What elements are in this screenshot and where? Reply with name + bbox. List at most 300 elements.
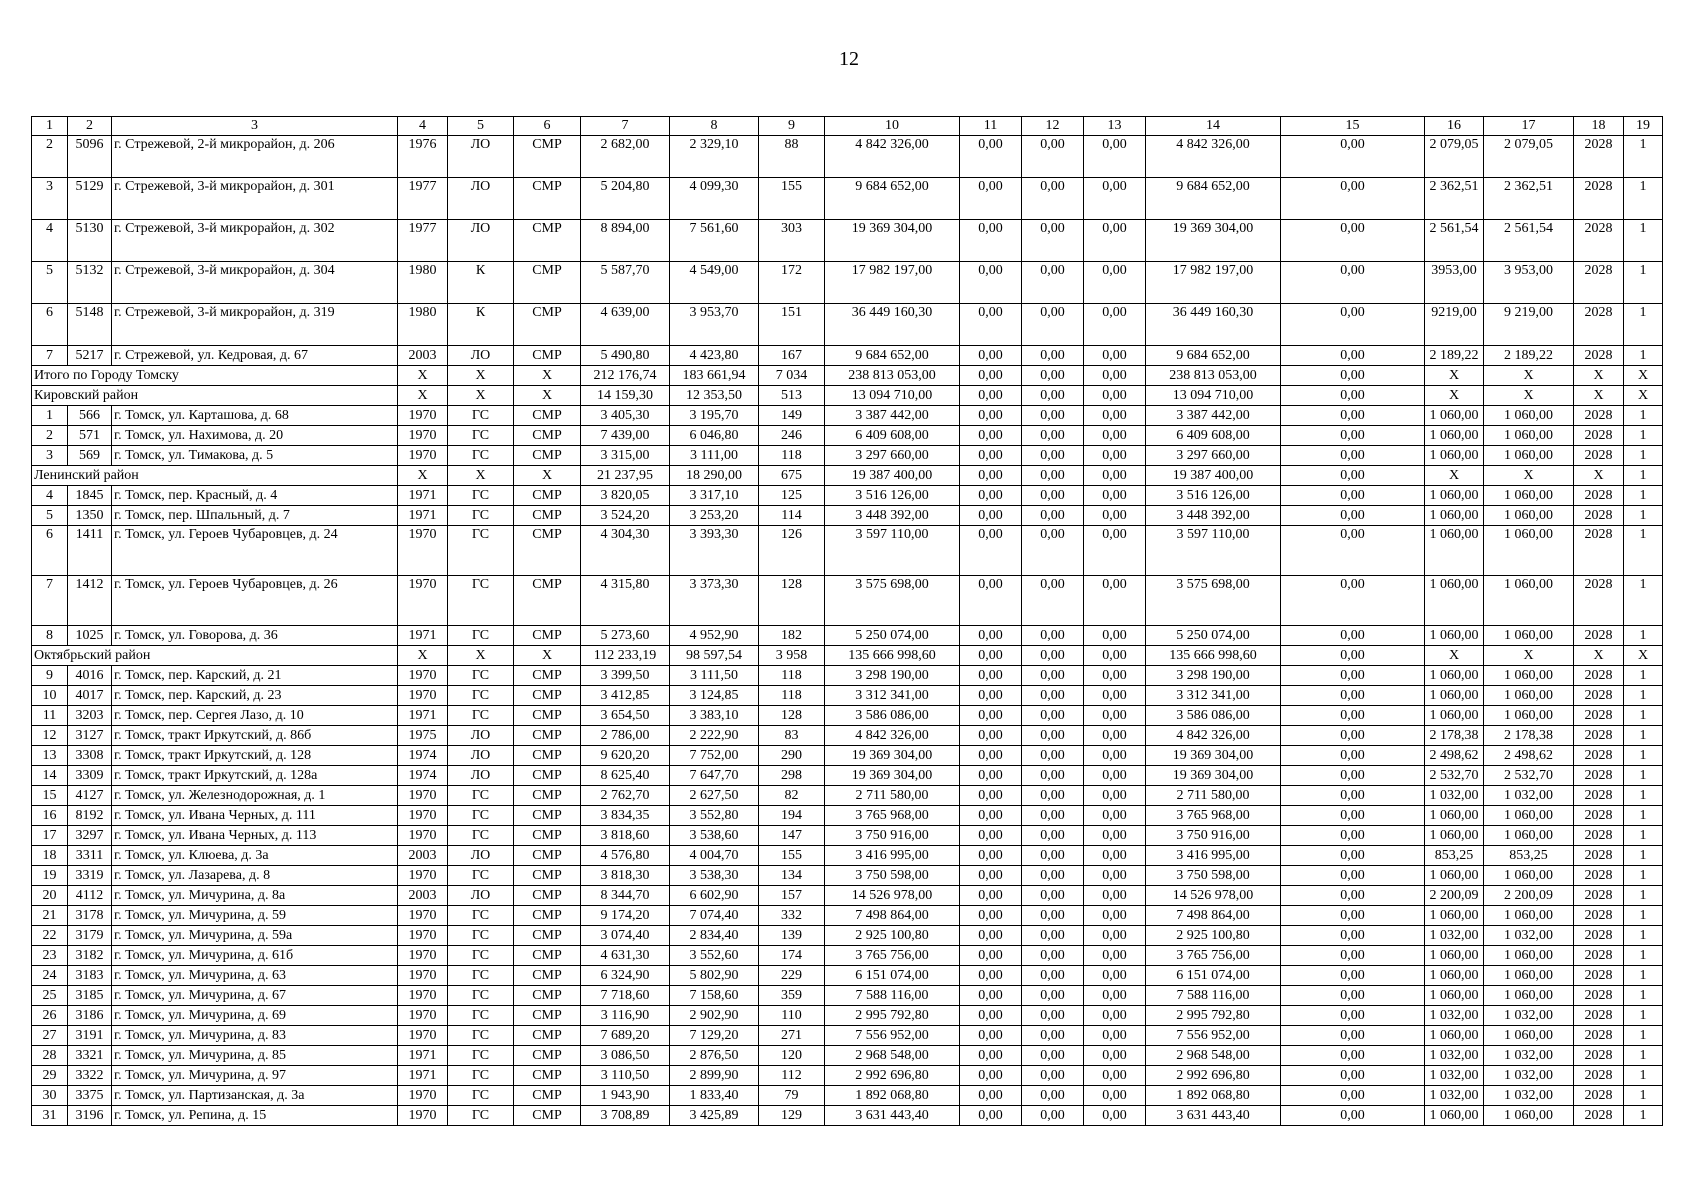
table-cell: 675 [759, 466, 825, 486]
table-cell: 1 [1624, 136, 1663, 178]
table-cell: 1 [1624, 966, 1663, 986]
table-cell: 2028 [1574, 178, 1624, 220]
table-cell: 3 765 756,00 [825, 946, 960, 966]
table-cell: 16 [32, 806, 68, 826]
table-cell: 0,00 [1084, 806, 1146, 826]
table-cell: 0,00 [1022, 506, 1084, 526]
table-cell: 1 060,00 [1425, 576, 1484, 626]
table-cell: 0,00 [1022, 1006, 1084, 1026]
table-cell: 98 597,54 [670, 646, 759, 666]
table-cell: 7 556 952,00 [825, 1026, 960, 1046]
table-cell: 1 [1624, 576, 1663, 626]
table-cell: 1975 [398, 726, 448, 746]
table-cell: 5 273,60 [581, 626, 670, 646]
table-cell: 2 [32, 426, 68, 446]
table-cell: 0,00 [1022, 766, 1084, 786]
table-cell: 0,00 [1084, 262, 1146, 304]
table-cell: 7 074,40 [670, 906, 759, 926]
table-row [32, 220, 1663, 262]
table-cell: 2 189,22 [1484, 346, 1574, 366]
table-cell: 13 [32, 746, 68, 766]
table-cell: 3 405,30 [581, 406, 670, 426]
table-cell: 0,00 [960, 366, 1022, 386]
table-cell: 0,00 [1022, 346, 1084, 366]
table-cell: 3 312 341,00 [1146, 686, 1281, 706]
table-row [32, 526, 1663, 576]
table-cell: 3 448 392,00 [1146, 506, 1281, 526]
table-cell: 2 561,54 [1425, 220, 1484, 262]
table-cell: Х [448, 466, 514, 486]
table-row [32, 626, 1663, 646]
table-cell: 0,00 [960, 846, 1022, 866]
table-cell: 14 526 978,00 [825, 886, 960, 906]
table-cell: 29 [32, 1066, 68, 1086]
table-cell: 0,00 [1022, 366, 1084, 386]
table-cell: 3 425,89 [670, 1106, 759, 1126]
table-cell: 0,00 [1281, 746, 1425, 766]
table-cell: 3 765 968,00 [1146, 806, 1281, 826]
table-cell: 1971 [398, 486, 448, 506]
table-cell: 1 060,00 [1484, 686, 1574, 706]
table-cell: ГС [448, 486, 514, 506]
table-cell: СМР [514, 706, 581, 726]
table-cell: 0,00 [1084, 886, 1146, 906]
address-cell: г. Томск, ул. Мичурина, д. 63 [112, 966, 398, 986]
table-cell: 1 032,00 [1484, 1066, 1574, 1086]
table-cell: 3 631 443,40 [825, 1106, 960, 1126]
address-cell: г. Томск, ул. Карташова, д. 68 [112, 406, 398, 426]
table-cell: 0,00 [1022, 886, 1084, 906]
table-cell: 1 892 068,80 [825, 1086, 960, 1106]
table-cell: 3 373,30 [670, 576, 759, 626]
table-cell: 0,00 [1084, 426, 1146, 446]
table-cell: 3 654,50 [581, 706, 670, 726]
table-cell: 3196 [68, 1106, 112, 1126]
table-row [32, 826, 1663, 846]
table-cell: Х [398, 366, 448, 386]
table-cell: 1 060,00 [1425, 706, 1484, 726]
table-cell: СМР [514, 446, 581, 466]
table-cell: ГС [448, 1046, 514, 1066]
table-cell: 0,00 [1022, 726, 1084, 746]
table-cell: 0,00 [1281, 1046, 1425, 1066]
table-cell: 0,00 [1022, 786, 1084, 806]
subtotal-row [32, 466, 1663, 486]
table-cell: 3 [32, 446, 68, 466]
table-cell: 3 298 190,00 [825, 666, 960, 686]
table-cell: 0,00 [960, 686, 1022, 706]
table-cell: 0,00 [960, 220, 1022, 262]
table-cell: 172 [759, 262, 825, 304]
table-cell: 0,00 [960, 646, 1022, 666]
table-cell: 0,00 [1281, 426, 1425, 446]
table-cell: 0,00 [1022, 466, 1084, 486]
table-cell: 4 952,90 [670, 626, 759, 646]
address-cell: г. Стрежевой, 3-й микрорайон, д. 319 [112, 304, 398, 346]
table-cell: 1 032,00 [1484, 1086, 1574, 1106]
table-cell: 0,00 [960, 1106, 1022, 1126]
table-cell: 9 684 652,00 [825, 346, 960, 366]
table-cell: 0,00 [1022, 1106, 1084, 1126]
table-row [32, 766, 1663, 786]
table-cell: 4 [32, 486, 68, 506]
table-cell: СМР [514, 136, 581, 178]
table-cell: 2028 [1574, 304, 1624, 346]
column-number-header-row [32, 117, 1663, 136]
table-cell: 118 [759, 446, 825, 466]
table-cell: 3 297 660,00 [825, 446, 960, 466]
table-cell: СМР [514, 426, 581, 446]
table-cell: 0,00 [1281, 826, 1425, 846]
table-cell: 1971 [398, 706, 448, 726]
table-cell: 3186 [68, 1006, 112, 1026]
table-cell: 0,00 [1022, 1086, 1084, 1106]
table-cell: 1976 [398, 136, 448, 178]
table-cell: 0,00 [960, 1006, 1022, 1026]
table-cell: 1 [32, 406, 68, 426]
table-cell: 0,00 [1084, 666, 1146, 686]
table-cell: 0,00 [1084, 1086, 1146, 1106]
table-cell: 3319 [68, 866, 112, 886]
table-cell: ГС [448, 1106, 514, 1126]
address-cell: г. Томск, ул. Мичурина, д. 61б [112, 946, 398, 966]
table-cell: 1 060,00 [1484, 806, 1574, 826]
table-cell: 2 627,50 [670, 786, 759, 806]
table-cell: 3183 [68, 966, 112, 986]
table-cell: 3 110,50 [581, 1066, 670, 1086]
table-cell: 3 597 110,00 [1146, 526, 1281, 576]
table-cell: 3 552,80 [670, 806, 759, 826]
table-cell: 0,00 [1084, 576, 1146, 626]
table-cell: ЛО [448, 746, 514, 766]
table-cell: 1 060,00 [1484, 986, 1574, 1006]
address-cell: г. Томск, ул. Мичурина, д. 67 [112, 986, 398, 1006]
table-cell: 0,00 [960, 826, 1022, 846]
table-cell: 0,00 [1281, 966, 1425, 986]
table-cell: 1970 [398, 406, 448, 426]
table-cell: 2028 [1574, 866, 1624, 886]
table-cell: 0,00 [1022, 486, 1084, 506]
table-cell: 1970 [398, 576, 448, 626]
table-cell: ЛО [448, 846, 514, 866]
table-cell: 3 750 916,00 [825, 826, 960, 846]
table-cell: 7 158,60 [670, 986, 759, 1006]
table-cell: 0,00 [1281, 486, 1425, 506]
column-number-cell: 4 [398, 117, 448, 136]
table-cell: СМР [514, 220, 581, 262]
table-cell: ЛО [448, 766, 514, 786]
table-cell: 8 625,40 [581, 766, 670, 786]
table-cell: 3 953,70 [670, 304, 759, 346]
table-cell: 110 [759, 1006, 825, 1026]
table-cell: 2003 [398, 346, 448, 366]
table-cell: 3 195,70 [670, 406, 759, 426]
table-cell: 0,00 [1281, 786, 1425, 806]
column-number-cell: 12 [1022, 117, 1084, 136]
table-cell: 5 250 074,00 [825, 626, 960, 646]
table-cell: 2028 [1574, 446, 1624, 466]
table-cell: 1 060,00 [1484, 906, 1574, 926]
table-row [32, 1006, 1663, 1026]
table-cell: ГС [448, 576, 514, 626]
table-cell: 1 032,00 [1425, 786, 1484, 806]
table-cell: 5148 [68, 304, 112, 346]
table-cell: 238 813 053,00 [1146, 366, 1281, 386]
table-cell: 134 [759, 866, 825, 886]
table-cell: 513 [759, 386, 825, 406]
address-cell: г. Томск, ул. Лазарева, д. 8 [112, 866, 398, 886]
table-cell: 5 204,80 [581, 178, 670, 220]
table-cell: 3 399,50 [581, 666, 670, 686]
table-cell: 1 032,00 [1425, 1006, 1484, 1026]
table-cell: 8 344,70 [581, 886, 670, 906]
table-cell: 0,00 [960, 966, 1022, 986]
table-cell: СМР [514, 486, 581, 506]
table-cell: 0,00 [1281, 304, 1425, 346]
table-cell: 10 [32, 686, 68, 706]
table-cell: СМР [514, 666, 581, 686]
table-cell: 36 449 160,30 [825, 304, 960, 346]
table-cell: 0,00 [1281, 406, 1425, 426]
table-cell: 4 842 326,00 [1146, 136, 1281, 178]
table-cell: ГС [448, 1066, 514, 1086]
table-cell: 126 [759, 526, 825, 576]
table-cell: 1412 [68, 576, 112, 626]
table-row [32, 1066, 1663, 1086]
table-body [32, 117, 1663, 1126]
table-cell: 9 684 652,00 [1146, 346, 1281, 366]
table-cell: 2028 [1574, 846, 1624, 866]
table-cell: 0,00 [1022, 304, 1084, 346]
table-cell: 128 [759, 706, 825, 726]
table-cell: 0,00 [1281, 686, 1425, 706]
page-number: 12 [839, 48, 859, 70]
table-cell: 2 711 580,00 [1146, 786, 1281, 806]
table-cell: 2028 [1574, 1026, 1624, 1046]
table-cell: 1 032,00 [1425, 1086, 1484, 1106]
table-cell: 2028 [1574, 706, 1624, 726]
column-number-cell: 10 [825, 117, 960, 136]
table-cell: 3 111,00 [670, 446, 759, 466]
table-cell: 0,00 [960, 986, 1022, 1006]
table-cell: 1350 [68, 506, 112, 526]
table-row [32, 506, 1663, 526]
table-cell: 1 [1624, 906, 1663, 926]
table-cell: 3 074,40 [581, 926, 670, 946]
table-cell: 3311 [68, 846, 112, 866]
table-cell: 128 [759, 576, 825, 626]
table-cell: 0,00 [1084, 726, 1146, 746]
address-cell: г. Томск, ул. Железнодорожная, д. 1 [112, 786, 398, 806]
table-cell: 2028 [1574, 626, 1624, 646]
table-cell: 3 765 756,00 [1146, 946, 1281, 966]
table-cell: 30 [32, 1086, 68, 1106]
table-cell: 1970 [398, 1006, 448, 1026]
table-cell: 3203 [68, 706, 112, 726]
table-cell: 1 060,00 [1425, 866, 1484, 886]
table-cell: 118 [759, 666, 825, 686]
table-row [32, 906, 1663, 926]
table-cell: 0,00 [960, 506, 1022, 526]
table-cell: 27 [32, 1026, 68, 1046]
column-number-cell: 3 [112, 117, 398, 136]
table-cell: 3 750 916,00 [1146, 826, 1281, 846]
table-cell: 3 586 086,00 [1146, 706, 1281, 726]
table-cell: 3179 [68, 926, 112, 946]
table-cell: 1 [1624, 666, 1663, 686]
table-cell: 3 111,50 [670, 666, 759, 686]
table-cell: 3 538,60 [670, 826, 759, 846]
table-cell: 1 943,90 [581, 1086, 670, 1106]
table-cell: 0,00 [1281, 506, 1425, 526]
table-cell: 3 818,30 [581, 866, 670, 886]
table-cell: 229 [759, 966, 825, 986]
table-cell: 2 498,62 [1484, 746, 1574, 766]
table-cell: 2 786,00 [581, 726, 670, 746]
table-cell: 3 393,30 [670, 526, 759, 576]
table-cell: СМР [514, 846, 581, 866]
table-row [32, 426, 1663, 446]
table-cell: 238 813 053,00 [825, 366, 960, 386]
table-cell: 1 [1624, 304, 1663, 346]
table-cell: 17 [32, 826, 68, 846]
table-row [32, 846, 1663, 866]
table-cell: 155 [759, 178, 825, 220]
table-cell: 0,00 [960, 726, 1022, 746]
table-cell: 4127 [68, 786, 112, 806]
table-cell: 2028 [1574, 926, 1624, 946]
table-cell: 0,00 [1281, 906, 1425, 926]
table-cell: 7 718,60 [581, 986, 670, 1006]
table-cell: 4 423,80 [670, 346, 759, 366]
table-cell: 1970 [398, 986, 448, 1006]
table-cell: 2 362,51 [1425, 178, 1484, 220]
table-cell: 3 124,85 [670, 686, 759, 706]
table-cell: 1970 [398, 926, 448, 946]
table-cell: 1 060,00 [1425, 686, 1484, 706]
table-cell: 1970 [398, 946, 448, 966]
table-cell: 4 004,70 [670, 846, 759, 866]
table-cell: 4 842 326,00 [825, 726, 960, 746]
table-cell: СМР [514, 304, 581, 346]
table-cell: 167 [759, 346, 825, 366]
table-cell: 6 324,90 [581, 966, 670, 986]
table-cell: 1 060,00 [1425, 486, 1484, 506]
address-cell: г. Томск, пер. Карский, д. 21 [112, 666, 398, 686]
table-cell: СМР [514, 786, 581, 806]
table-cell: 0,00 [1084, 366, 1146, 386]
table-cell: 1 [1624, 506, 1663, 526]
table-row [32, 726, 1663, 746]
table-cell: Х [398, 386, 448, 406]
table-cell: Х [1624, 386, 1663, 406]
table-cell: 3 387 442,00 [1146, 406, 1281, 426]
table-row [32, 1026, 1663, 1046]
table-cell: 571 [68, 426, 112, 446]
table-cell: 1 [1624, 886, 1663, 906]
table-cell: 2028 [1574, 220, 1624, 262]
table-cell: 0,00 [960, 1046, 1022, 1066]
table-cell: 853,25 [1425, 846, 1484, 866]
table-cell: 2 899,90 [670, 1066, 759, 1086]
table-cell: 0,00 [960, 946, 1022, 966]
table-cell: 1 032,00 [1425, 1046, 1484, 1066]
table-cell: 1 060,00 [1484, 1026, 1574, 1046]
table-cell: 0,00 [1281, 666, 1425, 686]
table-cell: 5 587,70 [581, 262, 670, 304]
table-cell: 0,00 [1084, 1026, 1146, 1046]
table-cell: 4 842 326,00 [825, 136, 960, 178]
table-cell: 0,00 [1022, 966, 1084, 986]
table-cell: 0,00 [960, 926, 1022, 946]
table-cell: 2003 [398, 846, 448, 866]
column-number-cell: 17 [1484, 117, 1574, 136]
table-cell: СМР [514, 926, 581, 946]
table-cell: 2028 [1574, 136, 1624, 178]
table-cell: 0,00 [1084, 486, 1146, 506]
table-cell: 5132 [68, 262, 112, 304]
table-cell: 2 995 792,80 [825, 1006, 960, 1026]
table-cell: 1 [1624, 220, 1663, 262]
column-number-cell: 1 [32, 117, 68, 136]
table-cell: 3 116,90 [581, 1006, 670, 1026]
table-cell: 1 032,00 [1484, 1046, 1574, 1066]
address-cell: г. Томск, ул. Ивана Черных, д. 113 [112, 826, 398, 846]
table-cell: 298 [759, 766, 825, 786]
table-cell: 2 329,10 [670, 136, 759, 178]
table-cell: 3308 [68, 746, 112, 766]
table-cell: 19 369 304,00 [1146, 220, 1281, 262]
table-cell: СМР [514, 966, 581, 986]
table-cell: СМР [514, 946, 581, 966]
table-cell: 0,00 [960, 666, 1022, 686]
table-cell: 21 237,95 [581, 466, 670, 486]
table-cell: 4112 [68, 886, 112, 906]
column-number-cell: 8 [670, 117, 759, 136]
table-cell: 2 079,05 [1484, 136, 1574, 178]
table-cell: 3 298 190,00 [1146, 666, 1281, 686]
subtotal-label: Октябрьский район [32, 646, 398, 666]
table-cell: 0,00 [1022, 826, 1084, 846]
table-cell: 155 [759, 846, 825, 866]
table-cell: 1 060,00 [1484, 506, 1574, 526]
table-cell: 1970 [398, 966, 448, 986]
table-cell: 3 597 110,00 [825, 526, 960, 576]
table-cell: 1 032,00 [1425, 926, 1484, 946]
table-cell: 0,00 [1084, 1006, 1146, 1026]
table-cell: 4 631,30 [581, 946, 670, 966]
table-cell: 0,00 [960, 486, 1022, 506]
table-cell: 1 060,00 [1484, 826, 1574, 846]
table-cell: СМР [514, 866, 581, 886]
table-cell: 1 833,40 [670, 1086, 759, 1106]
table-cell: 2 [32, 136, 68, 178]
column-number-cell: 6 [514, 117, 581, 136]
table-cell: 853,25 [1484, 846, 1574, 866]
table-cell: 0,00 [1022, 178, 1084, 220]
address-cell: г. Томск, ул. Героев Чубаровцев, д. 24 [112, 526, 398, 576]
table-cell: 21 [32, 906, 68, 926]
table-cell: 6 151 074,00 [825, 966, 960, 986]
table-cell: 31 [32, 1106, 68, 1126]
table-cell: 0,00 [960, 466, 1022, 486]
table-cell: Х [514, 386, 581, 406]
table-cell: 2028 [1574, 1086, 1624, 1106]
table-cell: 5 250 074,00 [1146, 626, 1281, 646]
table-cell: 2028 [1574, 946, 1624, 966]
table-cell: 7 588 116,00 [825, 986, 960, 1006]
table-cell: 118 [759, 686, 825, 706]
